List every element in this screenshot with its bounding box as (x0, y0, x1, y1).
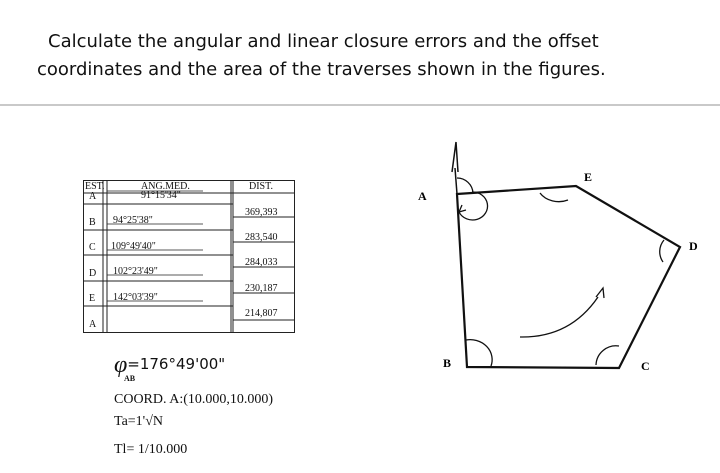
table-cell-ang: 94°25'38" (113, 215, 153, 226)
table-cell-est: C (89, 242, 96, 253)
vertex-label-b: B (443, 356, 452, 370)
vertex-label-a: A (418, 189, 427, 203)
table-cell-est: A (89, 191, 97, 202)
table-cell-dist: 369,393 (245, 207, 278, 218)
table-header-dist: DIST. (249, 181, 273, 192)
table-cell-est: E (89, 293, 96, 304)
table-cell-est: B (89, 217, 96, 228)
phi-symbol: φ (114, 352, 128, 378)
table-cell-est: D (89, 268, 97, 279)
table-cell-dist: 214,807 (245, 308, 278, 319)
table-header-est: EST. (85, 181, 105, 192)
table-header-ang: ANG.MED. (141, 181, 190, 192)
table-cell-ang: 109°49'40" (111, 241, 156, 252)
traverse-polygon (457, 186, 680, 368)
table-cell-ang: 142°03'39" (113, 292, 158, 303)
vertex-label-e: E (584, 170, 593, 184)
linear-tolerance: Tl= 1/10.000 (114, 442, 188, 457)
coordinate-a: COORD. A:(10.000,10.000) (114, 392, 274, 407)
vertex-label-d: D (689, 239, 698, 253)
azimuth-subscript: AB (124, 374, 136, 383)
table-cell-dist: 283,540 (245, 232, 278, 243)
vertex-label-c: C (641, 359, 650, 373)
table-cell-ang: 91°15'34" (141, 190, 181, 201)
azimuth-value: =176°49'00" (127, 355, 226, 373)
problem-line-2: coordinates and the area of the traverses shown in the figures. (37, 59, 606, 80)
problem-line-1: Calculate the angular and linear closure errors and the offset (48, 31, 599, 52)
table-cell-dist: 230,187 (245, 283, 278, 294)
angular-tolerance: Ta=1'√N (114, 414, 163, 429)
north-arrow (452, 142, 458, 194)
table-cell-est: A (89, 319, 97, 330)
table-cell-ang: 102°23'49" (113, 266, 158, 277)
angle-arcs (457, 178, 664, 366)
table-cell-dist: 284,033 (245, 257, 278, 268)
